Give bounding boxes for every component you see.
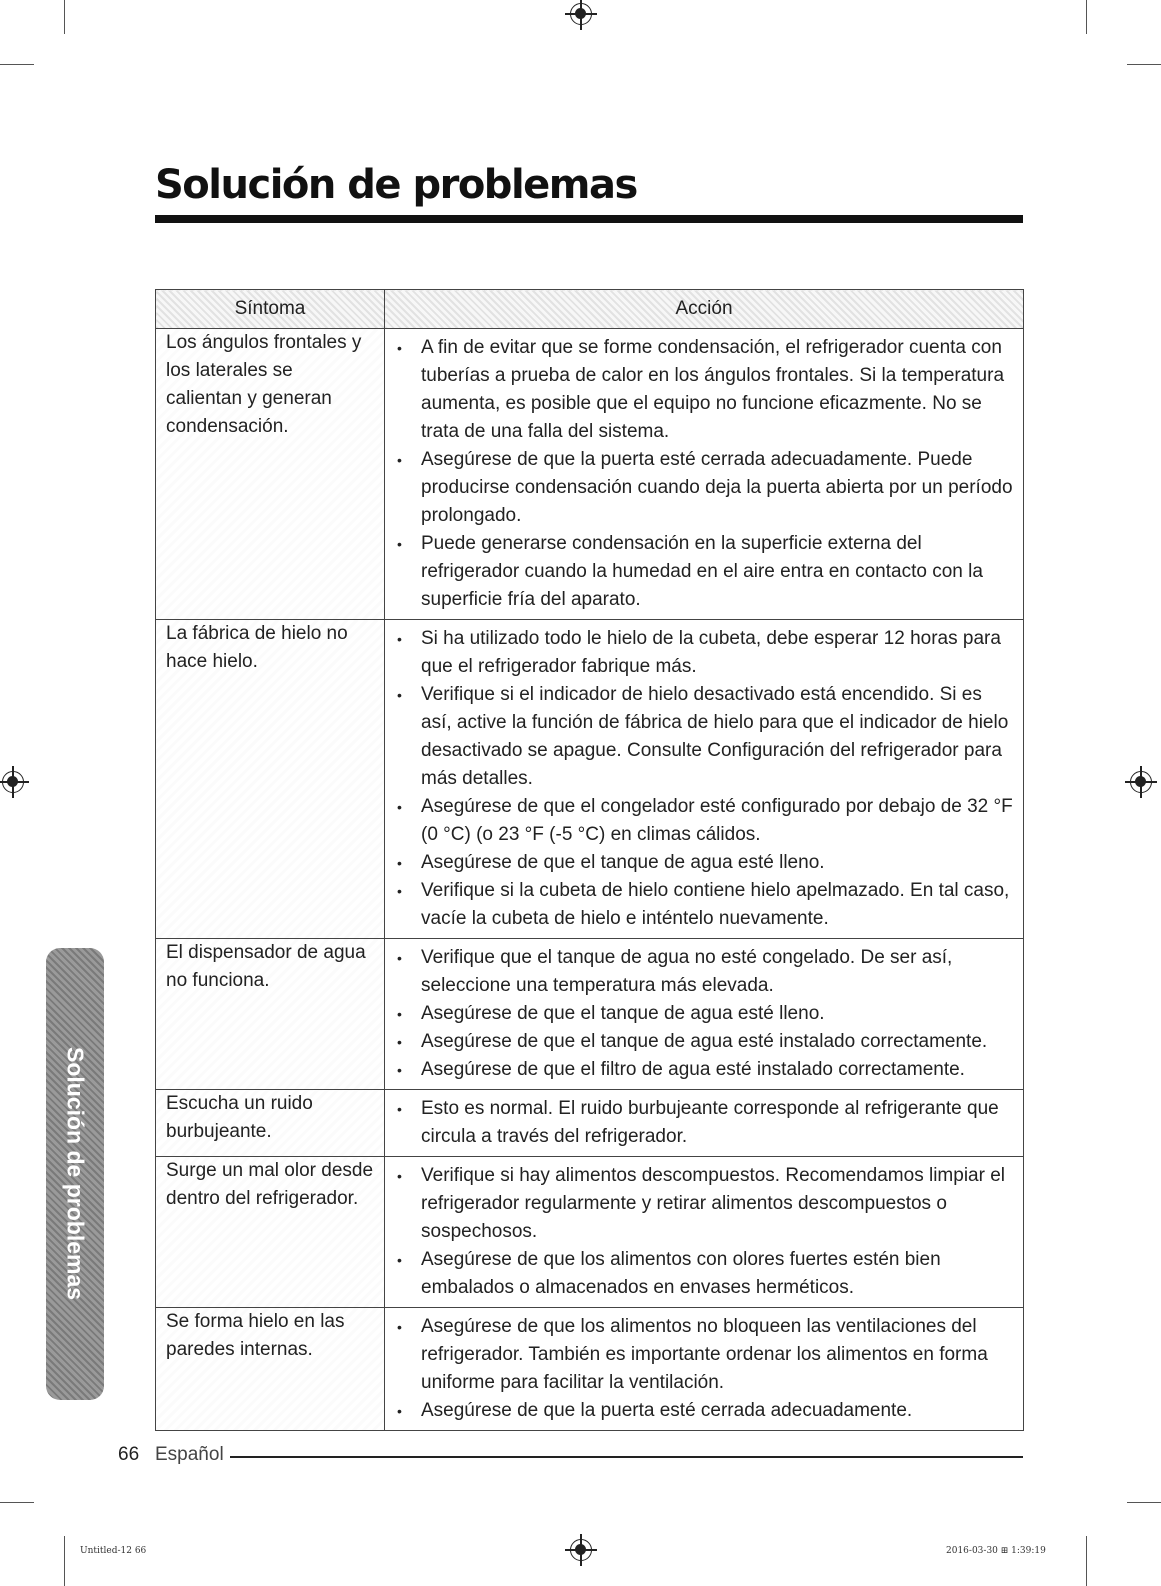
action-item: • Verifique si hay alimentos descompuestos. Recomendamos limpiar el refrigerador regularmente y retirar alimentos descompuestos o sospechosos.	[397, 1162, 1013, 1246]
action-item: • Verifique que el tanque de agua no esté congelado. De ser así, seleccione una temperatura más elevada.	[397, 944, 1013, 1000]
crop-mark	[0, 64, 34, 65]
symptom-cell: El dispensador de agua no funciona.	[156, 939, 385, 1090]
symptom-cell: Surge un mal olor desde dentro del refrigerador.	[156, 1157, 385, 1308]
action-list	[397, 944, 1013, 1084]
action-cell	[385, 620, 1024, 939]
crop-mark	[1086, 1536, 1087, 1586]
page-number: 66	[118, 1444, 140, 1465]
section-side-tab	[46, 948, 104, 1400]
table-body	[156, 329, 1024, 1431]
table-row	[156, 1157, 1024, 1308]
action-item: • Verifique si el indicador de hielo desactivado está encendido. Si es así, active la función de fábrica de hielo para que el indicador de hielo desactivado se apague. Consulte Configuración del refrigerador para más detalles.	[397, 681, 1013, 793]
symptom-column-header: Síntoma	[156, 290, 385, 329]
table-row	[156, 1308, 1024, 1431]
table-row	[156, 1090, 1024, 1157]
crop-mark	[1127, 64, 1161, 65]
symptom-cell: Se forma hielo en las paredes internas.	[156, 1308, 385, 1431]
action-cell	[385, 1157, 1024, 1308]
action-cell	[385, 939, 1024, 1090]
crop-mark	[64, 0, 65, 34]
registration-mark-icon	[570, 3, 592, 25]
action-item: • Asegúrese de que la puerta esté cerrada adecuadamente.	[397, 1397, 1013, 1425]
symptom-cell: La fábrica de hielo no hace hielo.	[156, 620, 385, 939]
crop-mark	[0, 1502, 34, 1503]
table-row	[156, 620, 1024, 939]
table-header-row	[156, 290, 1024, 329]
action-list	[397, 625, 1013, 933]
table-row	[156, 329, 1024, 620]
action-column-header: Acción	[385, 290, 1024, 329]
crop-mark	[64, 1536, 65, 1586]
crop-mark	[1127, 1502, 1161, 1503]
action-item: • Esto es normal. El ruido burbujeante corresponde al refrigerante que circula a través del refrigerador.	[397, 1095, 1013, 1151]
table-row	[156, 939, 1024, 1090]
action-item: • Si ha utilizado todo le hielo de la cubeta, debe esperar 12 horas para que el refrigerador fabrique más.	[397, 625, 1013, 681]
action-item: • Asegúrese de que el tanque de agua esté instalado correctamente.	[397, 1028, 1013, 1056]
action-item: • Asegúrese de que el tanque de agua esté lleno.	[397, 1000, 1013, 1028]
registration-mark-icon	[570, 1539, 592, 1561]
language-label: Español	[155, 1444, 224, 1465]
footer-rule	[230, 1456, 1023, 1458]
action-cell	[385, 1090, 1024, 1157]
action-item: • Asegúrese de que el tanque de agua esté lleno.	[397, 849, 1013, 877]
action-cell	[385, 1308, 1024, 1431]
crop-mark	[1086, 0, 1087, 34]
action-item: • Asegúrese de que el congelador esté configurado por debajo de 32 °F (0 °C) (o 23 °F (-5 °C) en climas cálidos.	[397, 793, 1013, 849]
title-rule	[155, 215, 1023, 223]
action-item: • Asegúrese de que el filtro de agua esté instalado correctamente.	[397, 1056, 1013, 1084]
troubleshooting-table	[155, 289, 1024, 1431]
print-slug-file: Untitled-12 66	[80, 1546, 147, 1556]
registration-mark-icon	[1130, 771, 1152, 793]
side-tab-label: Solución de problemas	[62, 1047, 89, 1301]
print-slug-timestamp: 2016-03-30 ⊞ 1:39:19	[946, 1546, 1046, 1556]
action-list	[397, 334, 1013, 614]
action-item: • Asegúrese de que los alimentos no bloqueen las ventilaciones del refrigerador. También es importante ordenar los alimentos en forma uniforme para facilitar la ventilación.	[397, 1313, 1013, 1397]
action-item: • Asegúrese de que la puerta esté cerrada adecuadamente. Puede producirse condensación cuando deja la puerta abierta por un período prolongado.	[397, 446, 1013, 530]
action-list	[397, 1313, 1013, 1425]
page-title: Solución de problemas	[155, 162, 637, 208]
action-item: • Puede generarse condensación en la superficie externa del refrigerador cuando la humedad en el aire entra en contacto con la superficie fría del aparato.	[397, 530, 1013, 614]
action-list	[397, 1162, 1013, 1302]
page-footer	[118, 1444, 1023, 1470]
action-cell	[385, 329, 1024, 620]
symptom-cell: Los ángulos frontales y los laterales se calientan y generan condensación.	[156, 329, 385, 620]
action-list	[397, 1095, 1013, 1151]
action-item: • A fin de evitar que se forme condensación, el refrigerador cuenta con tuberías a prueba de calor en los ángulos frontales. Si la temperatura aumenta, es posible que el equipo no funcione eficazmente. No se trata de una falla del sistema.	[397, 334, 1013, 446]
registration-mark-icon	[2, 771, 24, 793]
action-item: • Asegúrese de que los alimentos con olores fuertes estén bien embalados o almacenados en envases herméticos.	[397, 1246, 1013, 1302]
action-item: • Verifique si la cubeta de hielo contiene hielo apelmazado. En tal caso, vacíe la cubeta de hielo e inténtelo nuevamente.	[397, 877, 1013, 933]
symptom-cell: Escucha un ruido burbujeante.	[156, 1090, 385, 1157]
